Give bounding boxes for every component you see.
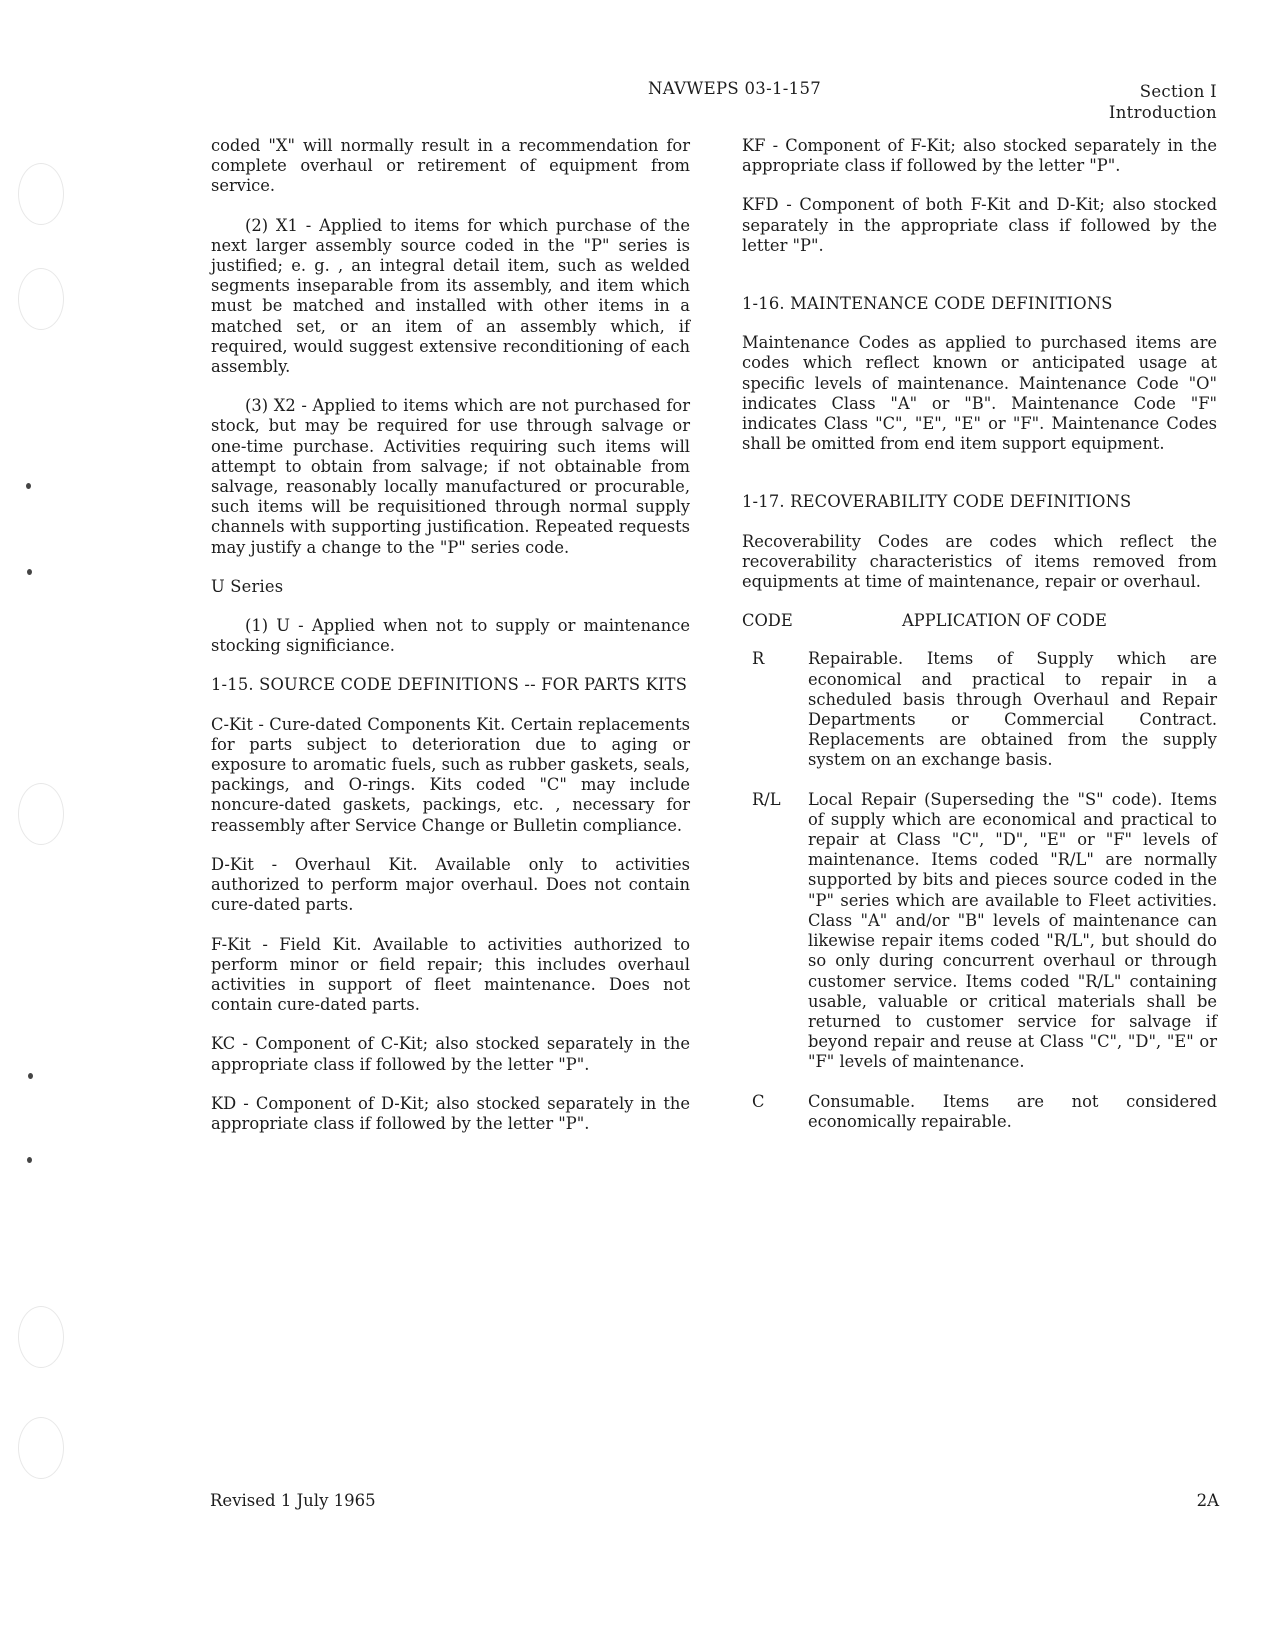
section-title: Introduction — [1108, 103, 1217, 122]
heading-u-series: U Series — [211, 576, 284, 596]
section-number: Section I — [1139, 82, 1217, 101]
right-column — [742, 136, 1217, 1151]
paragraph-coded-x-continued: coded "X" will normally result in a recommendation for complete overhaul or retirement of equipment from service. — [211, 136, 690, 196]
punch-hole — [18, 268, 64, 330]
heading-1-15: 1-15. SOURCE CODE DEFINITIONS -- FOR PARTS KITS — [211, 675, 688, 695]
code-table-header — [742, 611, 1217, 631]
code-description: Repairable. Items of Supply which are economical and practical to repair in a scheduled basis through Overhaul and Repair Departments or Commercial Contract. Replacements are obtained from the supply system on an exchange basis. — [808, 649, 1217, 770]
paragraph-recoverability-codes: Recoverability Codes are codes which reflect the recoverability characteristics of items removed from equipments at time of maintenance, repair or overhaul. — [742, 531, 1217, 592]
code-row-r — [742, 649, 1217, 770]
paragraph-kc: KC - Component of C-Kit; also stocked separately in the appropriate class if followed by the letter "P". — [211, 1034, 690, 1074]
paragraph-u: (1) U - Applied when not to supply or maintenance stocking significiance. — [211, 616, 690, 656]
heading-1-17: 1-17. RECOVERABILITY CODE DEFINITIONS — [742, 492, 1132, 512]
code-description: Consumable. Items are not considered economically repairable. — [808, 1091, 1217, 1131]
punch-hole — [18, 783, 64, 845]
punch-hole — [18, 163, 64, 225]
paragraph-c-kit: C-Kit - Cure-dated Components Kit. Certain replacements for parts subject to deterioration due to aging or exposure to aromatic fuels, such as rubber gaskets, seals, packings, and O-rings. Kits coded "C" may include noncure-dated gaskets, packings, etc. , necessary for reassembly after Service Change or Bulletin compliance. — [211, 714, 690, 835]
revision-date: Revised 1 July 1965 — [210, 1491, 376, 1510]
scan-speck — [27, 569, 32, 575]
code-row-r-l — [742, 790, 1217, 1073]
code-key: C — [752, 1091, 765, 1111]
paragraph-kfd: KFD - Component of both F-Kit and D-Kit; also stocked separately in the appropriate class if followed by the letter "P". — [742, 195, 1217, 255]
paragraph-kd: KD - Component of D-Kit; also stocked separately in the appropriate class if followed by the letter "P". — [211, 1093, 690, 1133]
paragraph-x1: (2) X1 - Applied to items for which purchase of the next larger assembly source coded in the "P" series is justified; e. g. , an integral detail item, such as welded segments inseparable from its assembly, and item which must be matched and installed with other items in a matched set, or an item of an assembly which, if required, would suggest extensive reconditioning of each assembly. — [211, 215, 690, 377]
code-key: R/L — [752, 789, 781, 809]
paragraph-d-kit: D-Kit - Overhaul Kit. Available only to activities authorized to perform major overhaul. Does not contain cure-dated parts. — [211, 854, 690, 915]
paragraph-kf: KF - Component of F-Kit; also stocked separately in the appropriate class if followed by the letter "P". — [742, 136, 1217, 176]
code-column-header: CODE — [742, 611, 793, 631]
code-key: R — [752, 649, 765, 669]
section-header — [1109, 81, 1217, 123]
paragraph-f-kit: F-Kit - Field Kit. Available to activities authorized to perform minor or field repair; this includes overhaul activities in support of fleet maintenance. Does not contain cure-dated parts. — [211, 934, 690, 1015]
paragraph-maintenance-codes: Maintenance Codes as applied to purchased items are codes which reflect known or anticipated usage at specific levels of maintenance. Maintenance Code "O" indicates Class "A" or "B". Maintenance Code "F" indicates Class "C", "E", "E" or "F". Maintenance Codes shall be omitted from end item support equipment. — [742, 333, 1217, 454]
scan-speck — [28, 1073, 33, 1079]
application-column-header: APPLICATION OF CODE — [902, 611, 1107, 631]
scan-speck — [26, 483, 31, 489]
document-number: NAVWEPS 03-1-157 — [648, 79, 822, 98]
left-column — [211, 136, 690, 1153]
code-row-c — [742, 1092, 1217, 1132]
scan-speck — [27, 1157, 32, 1163]
heading-1-16: 1-16. MAINTENANCE CODE DEFINITIONS — [742, 294, 1113, 314]
punch-hole — [18, 1306, 64, 1368]
page-number: 2A — [1196, 1491, 1219, 1510]
paragraph-x2: (3) X2 - Applied to items which are not purchased for stock, but may be required for use through salvage or one-time purchase. Activities requiring such items will attempt to obtain from salvage; if not obtainable from salvage, reasonably locally manufactured or procurable, such items will be requisitioned through normal supply channels with supporting justification. Repeated requests may justify a change to the "P" series code. — [211, 396, 690, 557]
punch-hole — [18, 1417, 64, 1479]
code-description: Local Repair (Superseding the "S" code). Items of supply which are economical and practical to repair at Class "C", "D", "E" or "F" levels of maintenance. Items coded "R/L" are normally supported by bits and pieces source coded in the "P" series which are available to Fleet activities. Class "A" and/or "B" levels of maintenance can likewise repair items coded "R/L", but should do so only during concurrent overhaul or through customer service. Items coded "R/L" containing usable, valuable or critical materials shall be returned to customer service for salvage if beyond repair and reuse at Class "C", "D", "E" or "F" levels of maintenance. — [808, 789, 1217, 1072]
